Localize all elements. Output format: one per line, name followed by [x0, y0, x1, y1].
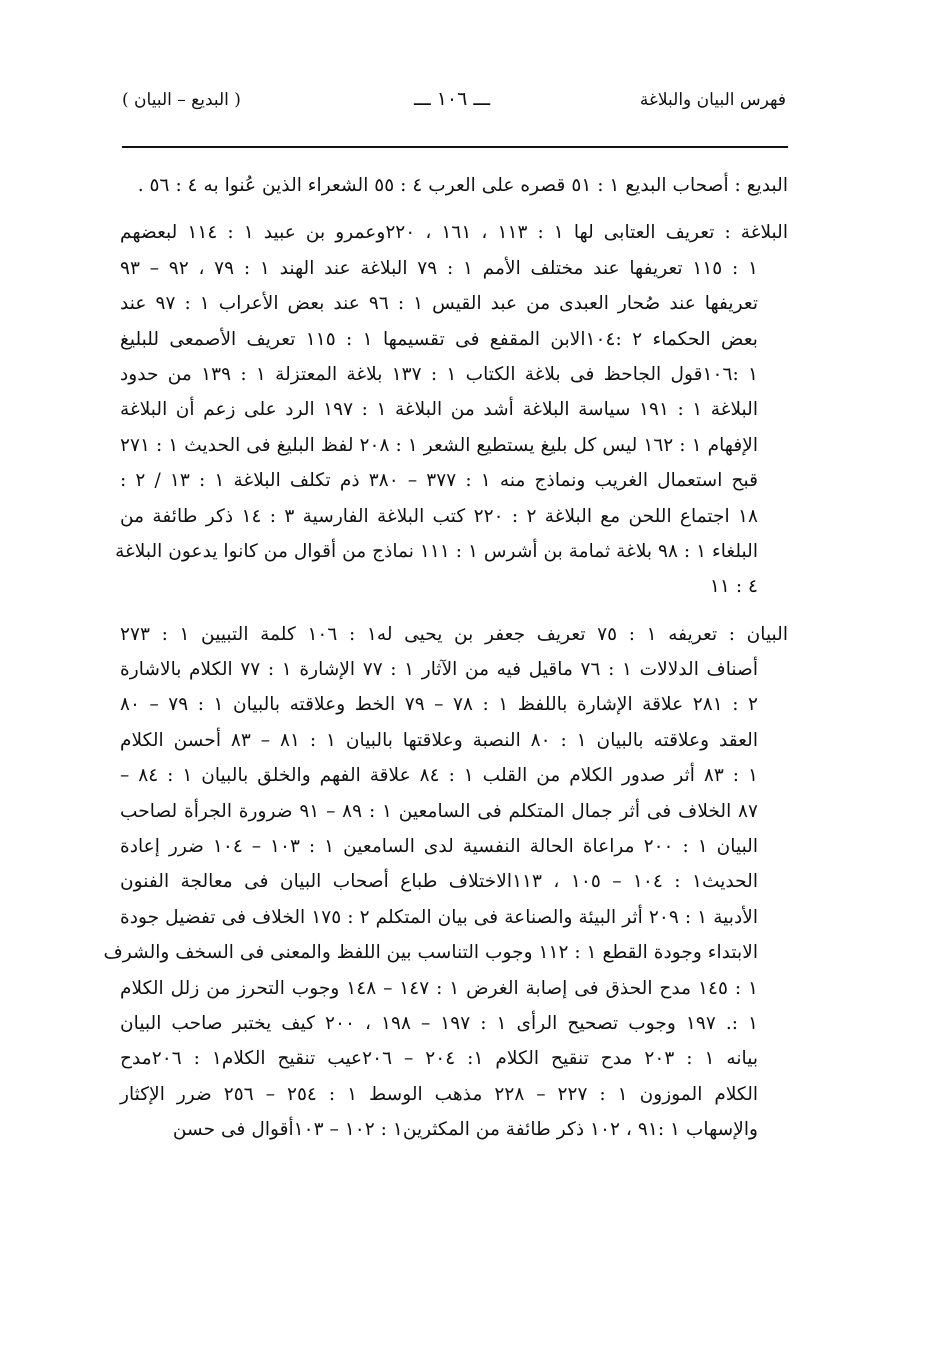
entry-line: ٢ : ٢٨١ علاقة الإشارة باللفظ ١ : ٧٨ – ٧٩ الخط وعلاقته بالبيان ١ : ٧٩ – ٨٠ — [120, 694, 758, 716]
entry-line: بعض الحكماء ٢ :١٠٤الابن المقفع فى تقسيمها ١ : ١١٥ تعريف الأصمعى للبليغ — [120, 328, 758, 350]
index-body — [103, 168, 789, 1148]
entry-line: ١ : ٨٣ أثر صدور الكلام من القلب ١ : ٨٤ علاقة الفهم والخلق بالبيان ١ : ٨٤ – — [120, 765, 758, 787]
header-book-title: فهرس البيان والبلاغة — [639, 90, 786, 110]
entry-line: تعريفها عند صُحار العبدى من عبد القيس ١ : ٩٦ عند بعض الأعراب ١ : ٩٧ عند — [120, 293, 758, 315]
entry-line: ٨٧ الخلاف فى أثر جمال المتكلم فى السامعين ١ : ٨٩ – ٩١ ضرورة الجرأة لصاحب — [120, 800, 759, 822]
entry-first-line: البيان : تعريفه ١ : ٧٥ تعريف جعفر بن يحيى له١ : ١٠٦ كلمة التبيين ١ : ٢٧٣ — [120, 623, 789, 645]
index-entry — [120, 168, 788, 203]
entry-line: الابتداء وجودة القطع ١ : ١١٢ وجوب التناسب بين اللفظ والمعنى فى السخف والشرف — [103, 942, 758, 964]
entry-line: الحديث١ : ١٠٤ – ١٠٥ ، ١١٣الاختلاف طباع أصحاب البيان فى معالجة الفنون — [120, 871, 758, 893]
entry-line: الإفهام ١ : ١٦٢ ليس كل بليغ يستطيع الشعر ١ : ٢٠٨ لفظ البليغ فى الحديث ١ : ٢٧١ — [120, 434, 758, 456]
entry-line: قبح استعمال الغريب ونماذج منه ١ : ٣٧٧ – ٣٨٠ ذم تكلف البلاغة ١ : ١٣ / ٢ : — [120, 470, 758, 492]
entry-line: البيان ١ : ٢٠٠ مراعاة الحالة النفسية لدى السامعين ١ : ١٠٣ – ١٠٤ ضرر إعادة — [120, 836, 759, 858]
entry-line: ١ :. ١٩٧ وجوب تصحيح الرأى ١ : ١٩٧ – ١٩٨ ، ٢٠٠ كيف يختبر صاحب البيان — [120, 1012, 758, 1034]
entry-line: ١ : ١٤٥ مدح الحذق فى إصابة الغرض ١ : ١٤٧ – ١٤٨ وجوب التحرز من زلل الكلام — [120, 977, 758, 999]
entry-line: بيانه ١ : ٢٠٣ مدح تنقيح الكلام ١: ٢٠٤ – ٢٠٦عيب تنقيح الكلام١ : ٢٠٦مدح — [120, 1048, 759, 1070]
entry-line: العقد وعلاقته بالبيان ١ : ٨٠ النصبة وعلاقتها بالبيان ١ : ٨١ – ٨٣ أحسن الكلام — [120, 729, 758, 751]
entry-first-line: البديع : أصحاب البديع ١ : ٥١ قصره على العرب ٤ : ٥٥ الشعراء الذين عُنوا به ٤ : ٥٦ . — [137, 175, 788, 196]
running-header — [118, 88, 786, 120]
entry-line: البلاغة ١ : ١٩١ سياسة البلاغة أشد من البلاغة ١ : ١٩٧ الرد على زعم أن البلاغة — [120, 399, 758, 421]
index-entry — [115, 215, 789, 604]
entry-line: ١ : ١١٥ تعريفها عند مختلف الأمم ١ : ٧٩ البلاغة عند الهند ١ : ٧٩ ، ٩٢ – ٩٣ — [120, 257, 759, 279]
page-number: ـــ ١٠٦ ـــ — [413, 88, 491, 110]
entry-line: ٤ : ١١ — [709, 576, 758, 598]
entry-line: الأدبية ١ : ٢٠٩ أثر البيئة والصناعة فى بيان المتكلم ٢ : ١٧٥ الخلاف فى تفضيل جودة — [120, 906, 758, 928]
entry-line: ١ :١٠٦قول الجاحظ فى بلاغة الكتاب ١ : ١٣٧ بلاغة المعتزلة ١ : ١٣٩ من حدود — [120, 363, 758, 385]
entry-line: ١٨ اجتماع اللحن مع البلاغة ٢ : ٢٢٠ كتب البلاغة الفارسية ٣ : ١٤ ذكر طائفة من — [120, 505, 759, 527]
entry-first-line: البلاغة : تعريف العتابى لها ١ : ١١٣ ، ١٦١ ، ٢٢٠وعمرو بن عبيد ١ : ١١٤ لبعضهم — [120, 222, 789, 244]
entry-line: الكلام الموزون ١ : ٢٢٧ – ٢٢٨ مذهب الوسط ١ : ٢٥٤ – ٢٥٦ ضرر الإكثار — [120, 1083, 759, 1105]
index-entry — [103, 617, 789, 1148]
entry-line: والإسهاب ١ :٩١ ، ١٠٢ ذكر طائفة من المكثرين١ : ١٠٢ – ١٠٣أقوال فى حسن — [172, 1119, 758, 1141]
entry-line: البلغاء ١ : ٩٨ بلاغة ثمامة بن أشرس ١ : ١١١ نماذج من أقوال من كانوا يدعون البلاغة — [115, 540, 758, 562]
header-section-range: ( البديع – البيان ) — [122, 90, 241, 110]
entry-line: أصناف الدلالات ١ : ٧٦ ماقيل فيه من الآثار ١ : ٧٧ الإشارة ١ : ٧٧ الكلام بالاشارة — [120, 659, 758, 681]
header-rule — [122, 146, 788, 148]
